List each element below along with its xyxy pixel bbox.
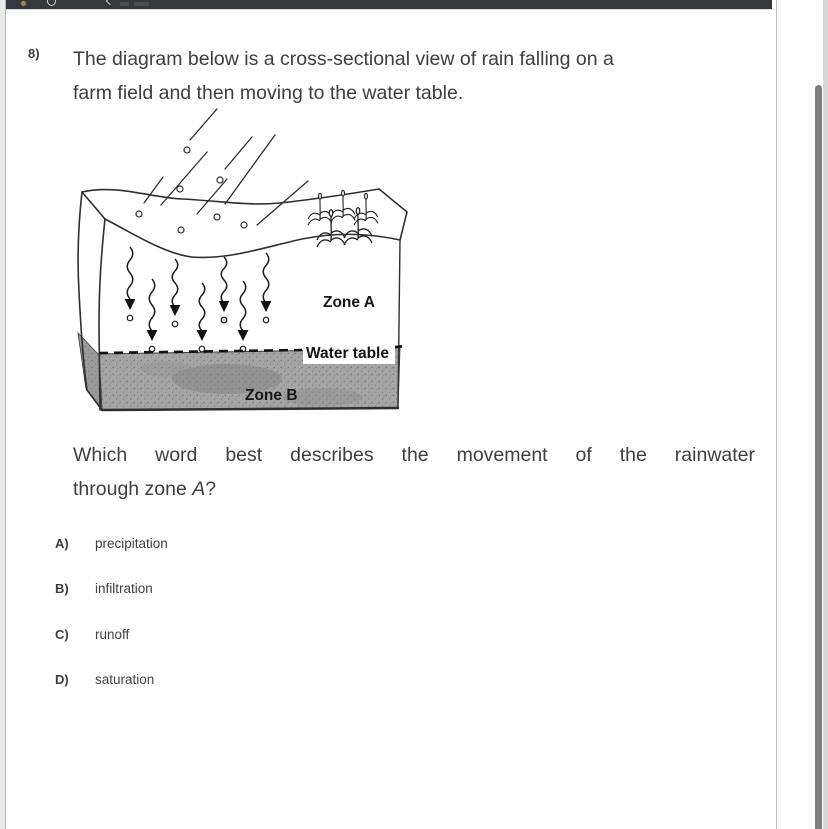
question-prompt-line1: Which word best describes the movement of the rainwater xyxy=(73,444,755,466)
toolbar-partial-text xyxy=(134,2,149,6)
zone-a-label: Zone A xyxy=(323,294,375,311)
choice-letter: A) xyxy=(55,536,69,551)
question-prompt-line2: through zone A? xyxy=(73,478,217,500)
question-intro-line2: farm field and then moving to the water table. xyxy=(73,82,464,104)
infiltration-arrowheads xyxy=(125,299,272,341)
page-right-margin xyxy=(823,0,828,829)
choice-text: saturation xyxy=(95,672,155,687)
worksheet-page xyxy=(6,0,777,829)
choice-letter: B) xyxy=(55,581,69,596)
choice-text: runoff xyxy=(95,627,130,642)
question-intro xyxy=(73,42,755,110)
zone-a-italic: A xyxy=(192,478,206,500)
zone-b-label: Zone B xyxy=(245,387,298,404)
water-table-label: Water table xyxy=(306,345,389,362)
scrollbar-thumb[interactable] xyxy=(815,85,822,829)
toolbar-chevron-left-icon[interactable] xyxy=(106,0,114,5)
choice-text: infiltration xyxy=(95,581,153,596)
rain-streaks xyxy=(144,109,308,225)
toolbar-partial-glyph-icon[interactable] xyxy=(47,0,56,6)
rain-drops xyxy=(136,147,247,233)
question-number: 8) xyxy=(28,46,40,61)
top-toolbar xyxy=(6,0,772,10)
choice-text: precipitation xyxy=(95,536,168,551)
question-diagram xyxy=(77,107,412,416)
question-intro-line1: The diagram below is a cross-sectional view of rain falling on a xyxy=(73,48,614,70)
question-prompt xyxy=(73,438,755,506)
toolbar-partial-text xyxy=(120,2,129,6)
choice-letter: D) xyxy=(55,672,69,687)
choice-letter: C) xyxy=(55,627,69,642)
infiltration-arrows xyxy=(127,247,269,331)
toolbar-dot-icon[interactable] xyxy=(21,1,26,6)
